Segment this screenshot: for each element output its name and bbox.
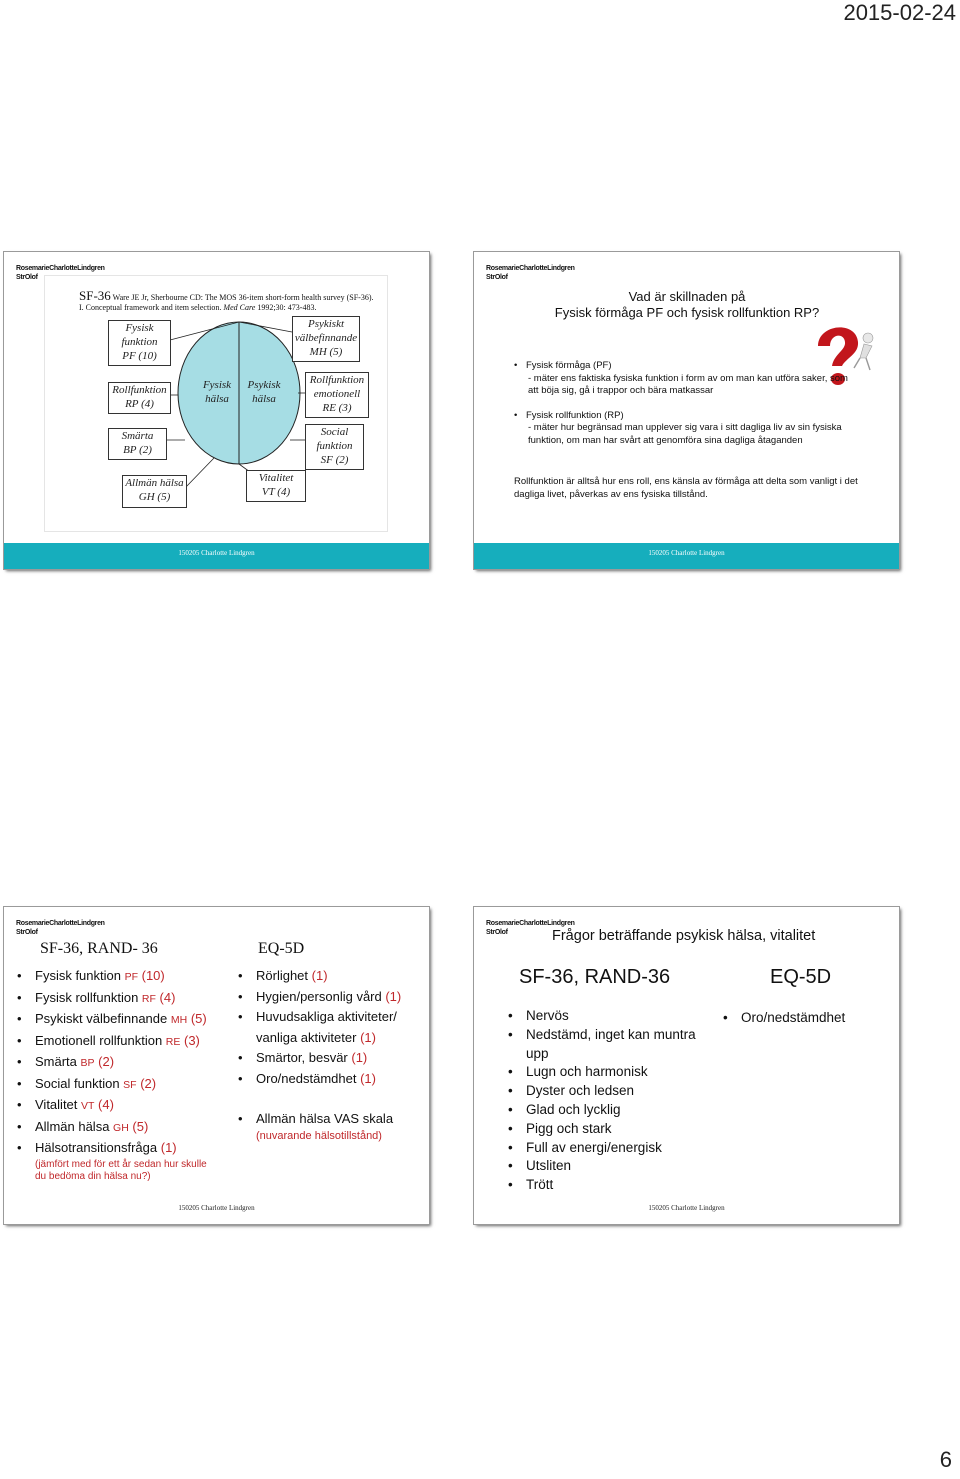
logo: RosemarieCharlotteLindgren StrOlof [16,265,105,281]
slide-footer: 150205 Charlotte Lindgren [4,1198,429,1224]
list-item: • Hygien/personlig vård (1) [238,987,401,1008]
list-item-continuation: vanliga aktiviteter (1) [256,1029,376,1045]
list-item: • Huvudsakliga aktiviteter/ [238,1007,401,1028]
logo: RosemarieCharlotteLindgren StrOlof [486,920,575,936]
box-role-emotional: Rollfunktion emotionell RE (3) [305,372,369,418]
box-role-physical: Rollfunktion RP (4) [108,382,171,414]
list-item: • Hälsotransitionsfråga (1) [17,1138,207,1159]
sf36-question-list [508,1007,718,1195]
label-physical-health: Fysisk hälsa [202,379,232,405]
list-item: • Psykiskt välbefinnande MH (5) [17,1009,207,1031]
transition-question-note: (jämfört med för ett år sedan hur skulle du bedöma din hälsa nu?) [35,1158,207,1182]
reference-citation: SF-36 Ware JE Jr, Sherbourne CD: The MOS 36-item short-form health survey (SF-36). I. Conceptual framework and item selection. Med Care 1992;30: 473-483. [79,288,374,312]
list-item: • Fysisk rollfunktion (RP) - mäter hur begränsad man upplever sig vara i sitt dagliga liv av sin fysiska funktion, om man har svårt att genomföra sina dagliga åtaganden [514,410,854,448]
sf36-dimension-list [17,966,207,1183]
list-item: • Full av energi/energisk [508,1139,718,1158]
slide-title: Frågor beträffande psykisk hälsa, vitalitet [552,928,816,944]
logo: RosemarieCharlotteLindgren StrOlof [486,265,575,281]
label-mental-health: Psykisk hälsa [247,379,281,405]
box-general-health: Allmän hälsa GH (5) [122,475,187,508]
box-physical-function: Fysisk funktion PF (10) [108,320,171,366]
list-item: • Fysisk funktion PF (10) [17,966,207,988]
list-item: • Vitalitet VT (4) [17,1095,207,1117]
box-vitality: Vitalitet VT (4) [246,470,306,502]
eq5d-dimension-list [238,966,401,1142]
box-social-function: Social funktion SF (2) [305,424,364,470]
box-bodily-pain: Smärta BP (2) [108,428,167,460]
list-item: • Trött [508,1176,718,1195]
slide-title: Vad är skillnaden på Fysisk förmåga PF och fysisk rollfunktion RP? [554,289,820,320]
list-item: • Rörlighet (1) [238,966,401,987]
list-item: • Pigg och stark [508,1120,718,1139]
list-item: • Nedstämd, inget kan muntra upp [508,1026,718,1064]
page-date: 2015-02-24 [843,0,956,25]
list-item: • Glad och lycklig [508,1101,718,1120]
list-item: • Fysisk rollfunktion RF (4) [17,988,207,1010]
page-number: 6 [939,1447,952,1472]
list-item: • Fysisk förmåga (PF) - mäter ens faktiska fysiska funktion i form av om man kan utföra saker, som att böja sig, gå i trappor och bära matkassar [514,360,854,398]
list-item: • Smärtor, besvär (1) [238,1048,401,1069]
eq5d-question-list [723,1009,893,1028]
list-item: • Social funktion SF (2) [17,1074,207,1096]
pf-rp-list [514,360,854,455]
list-item: • Oro/nedstämdhet [723,1009,893,1028]
role-function-summary: Rollfunktion är alltså hur ens roll, ens känsla av förmåga att delta som vanligt i det dagliga livet, påverkas av ens fysiska tillstånd. [514,476,858,500]
slide-footer: 150205 Charlotte Lindgren [4,543,429,569]
list-item: • Nervös [508,1007,718,1026]
list-item: • Utsliten [508,1157,718,1176]
slide-footer: 150205 Charlotte Lindgren [474,1198,899,1224]
heading-sf36-rand36: SF-36, RAND-36 [519,966,671,988]
heading-eq5d: EQ-5D [770,966,832,988]
list-item: • Dyster och ledsen [508,1082,718,1101]
list-item: • Allmän hälsa GH (5) [17,1117,207,1139]
vas-note: (nuvarande hälsotillstånd) [256,1129,382,1142]
list-item: • Lugn och harmonisk [508,1063,718,1082]
heading-eq5d: EQ-5D [258,940,305,957]
list-item: • Oro/nedstämdhet (1) [238,1069,401,1090]
list-item: • Emotionell rollfunktion RE (3) [17,1031,207,1053]
slide-footer: 150205 Charlotte Lindgren [474,543,899,569]
logo: RosemarieCharlotteLindgren StrOlof [16,920,105,936]
heading-sf36-rand36: SF-36, RAND- 36 [40,940,158,957]
box-mental-wellbeing: Psykiskt välbefinnande MH (5) [292,316,360,362]
list-item: • Allmän hälsa VAS skala [238,1109,401,1130]
list-item: • Smärta BP (2) [17,1052,207,1074]
